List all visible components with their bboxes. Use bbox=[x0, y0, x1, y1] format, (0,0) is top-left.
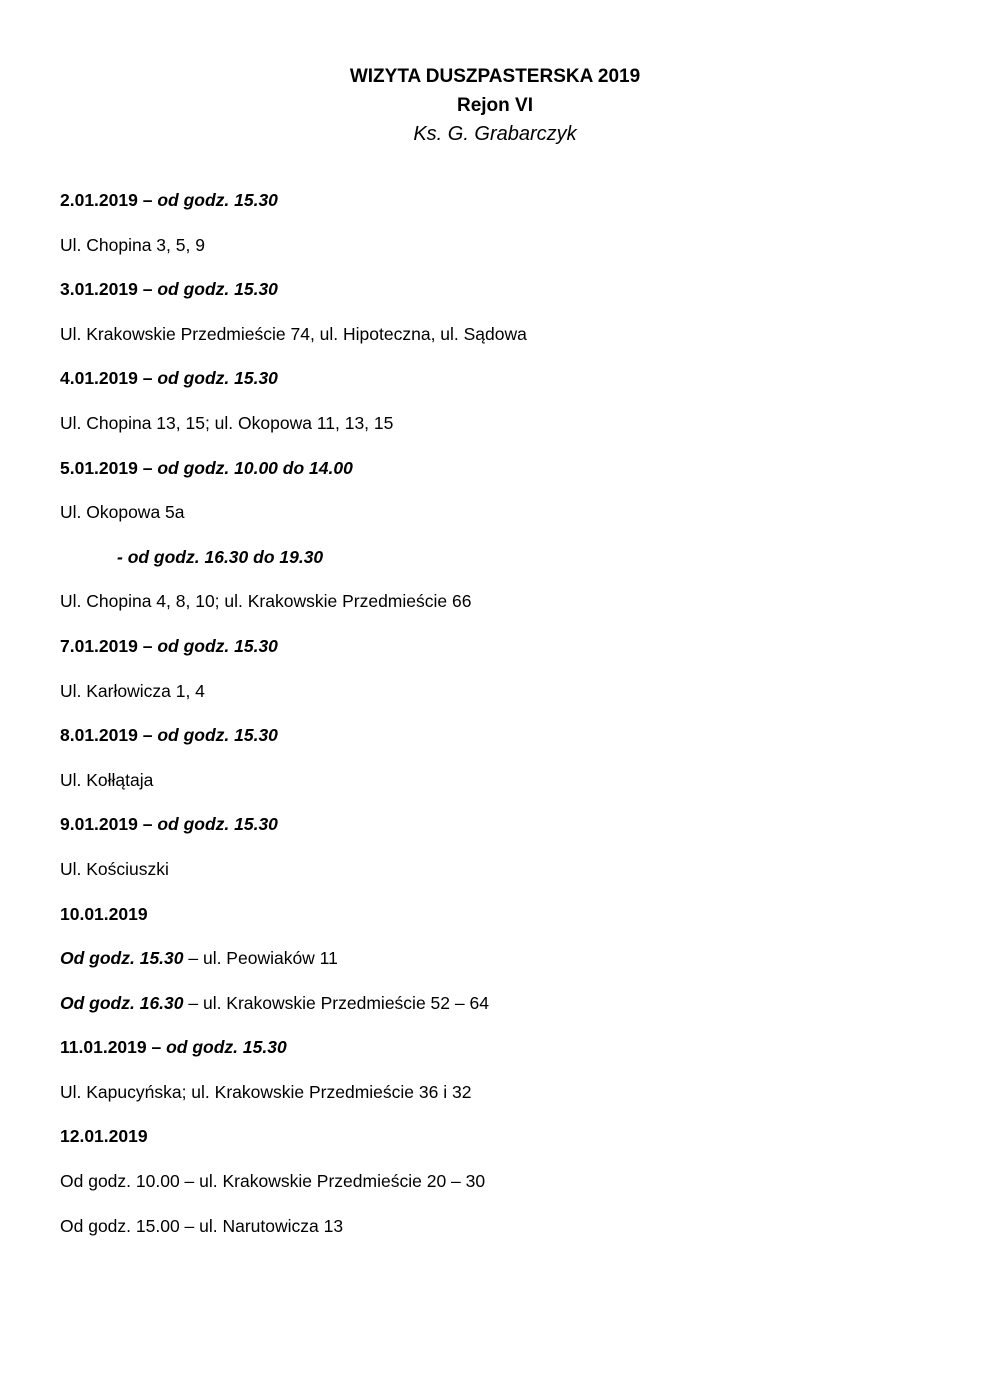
visit-time: od godz. 15.30 bbox=[166, 1037, 287, 1058]
visit-date: 7.01.2019 bbox=[60, 635, 138, 656]
date-separator: – bbox=[137, 279, 158, 300]
street-address: Ul. Chopina 13, 15; ul. Okopowa 11, 13, 15 bbox=[60, 412, 394, 433]
date-separator: – bbox=[137, 368, 158, 389]
visit-time: od godz. 15.30 bbox=[157, 814, 278, 835]
schedule-address-row bbox=[60, 677, 940, 722]
document-header bbox=[0, 62, 990, 149]
schedule-address-row bbox=[60, 498, 940, 543]
date-separator: – bbox=[137, 457, 158, 478]
schedule-date-row bbox=[60, 186, 940, 231]
schedule-date-row bbox=[60, 721, 940, 766]
street-address: Ul. Chopina 3, 5, 9 bbox=[60, 234, 205, 255]
visit-time: od godz. 15.30 bbox=[157, 279, 278, 300]
schedule-date-row bbox=[60, 810, 940, 855]
visit-time: od godz. 15.30 bbox=[157, 635, 278, 656]
date-separator: – bbox=[137, 725, 158, 746]
visit-time: - od godz. 16.30 do 19.30 bbox=[117, 546, 324, 567]
schedule-address-row bbox=[60, 766, 940, 811]
schedule-address-row bbox=[60, 855, 940, 900]
visit-time: od godz. 15.30 bbox=[157, 725, 278, 746]
visit-date: 10.01.2019 bbox=[60, 903, 148, 924]
schedule-address-row bbox=[60, 320, 940, 365]
street-address: – ul. Peowiaków 11 bbox=[183, 948, 338, 969]
visit-schedule bbox=[60, 186, 940, 1256]
visit-time: Od godz. 16.30 bbox=[60, 992, 184, 1013]
document-title: WIZYTA DUSZPASTERSKA 2019 bbox=[349, 66, 641, 87]
date-separator: – bbox=[137, 635, 158, 656]
schedule-address-row bbox=[60, 587, 940, 632]
visit-date: 11.01.2019 bbox=[60, 1037, 147, 1058]
street-address: Ul. Karłowicza 1, 4 bbox=[60, 680, 205, 701]
visit-date: 5.01.2019 bbox=[60, 457, 138, 478]
schedule-date-row bbox=[60, 900, 940, 945]
visit-date: 12.01.2019 bbox=[60, 1126, 148, 1147]
priest-name: Ks. G. Grabarczyk bbox=[413, 123, 577, 145]
schedule-date-row bbox=[60, 1033, 940, 1078]
street-address: Ul. Kościuszki bbox=[60, 858, 169, 879]
schedule-date-row bbox=[60, 632, 940, 677]
street-address: Ul. Kapucyńska; ul. Krakowskie Przedmieście 36 i 32 bbox=[60, 1081, 472, 1102]
schedule-address-row bbox=[60, 1167, 940, 1212]
date-separator: – bbox=[137, 190, 158, 210]
region-heading: Rejon VI bbox=[456, 95, 533, 116]
visit-date: 8.01.2019 bbox=[60, 725, 138, 746]
visit-date: 9.01.2019 bbox=[60, 814, 138, 835]
visit-time: od godz. 15.30 bbox=[157, 190, 278, 210]
schedule-subtime-row bbox=[60, 543, 940, 588]
street-address: Od godz. 10.00 – ul. Krakowskie Przedmieście 20 – 30 bbox=[60, 1171, 486, 1192]
schedule-address-row bbox=[60, 409, 940, 454]
schedule-date-row bbox=[60, 454, 940, 499]
schedule-timed-address-row bbox=[60, 989, 940, 1034]
schedule-address-row bbox=[60, 231, 940, 276]
visit-date: 3.01.2019 bbox=[60, 279, 138, 300]
street-address: Ul. Krakowskie Przedmieście 74, ul. Hipoteczna, ul. Sądowa bbox=[60, 323, 527, 344]
schedule-address-row bbox=[60, 1078, 940, 1123]
schedule-date-row bbox=[60, 275, 940, 320]
street-address: – ul. Krakowskie Przedmieście 52 – 64 bbox=[183, 992, 489, 1013]
schedule-timed-address-row bbox=[60, 944, 940, 989]
visit-date: 4.01.2019 bbox=[60, 368, 138, 389]
street-address: Ul. Chopina 4, 8, 10; ul. Krakowskie Przedmieście 66 bbox=[60, 591, 472, 612]
schedule-date-row bbox=[60, 1122, 940, 1167]
street-address: Od godz. 15.00 – ul. Narutowicza 13 bbox=[60, 1215, 344, 1236]
schedule-address-row bbox=[60, 1212, 940, 1257]
visit-time: od godz. 15.30 bbox=[157, 368, 278, 389]
date-separator: – bbox=[146, 1037, 167, 1058]
street-address: Ul. Kołłątaja bbox=[60, 769, 154, 790]
schedule-date-row bbox=[60, 364, 940, 409]
street-address: Ul. Okopowa 5a bbox=[60, 502, 185, 523]
date-separator: – bbox=[137, 814, 158, 835]
visit-time: od godz. 10.00 do 14.00 bbox=[157, 457, 353, 478]
visit-date: 2.01.2019 bbox=[60, 190, 138, 210]
visit-time: Od godz. 15.30 bbox=[60, 948, 184, 969]
